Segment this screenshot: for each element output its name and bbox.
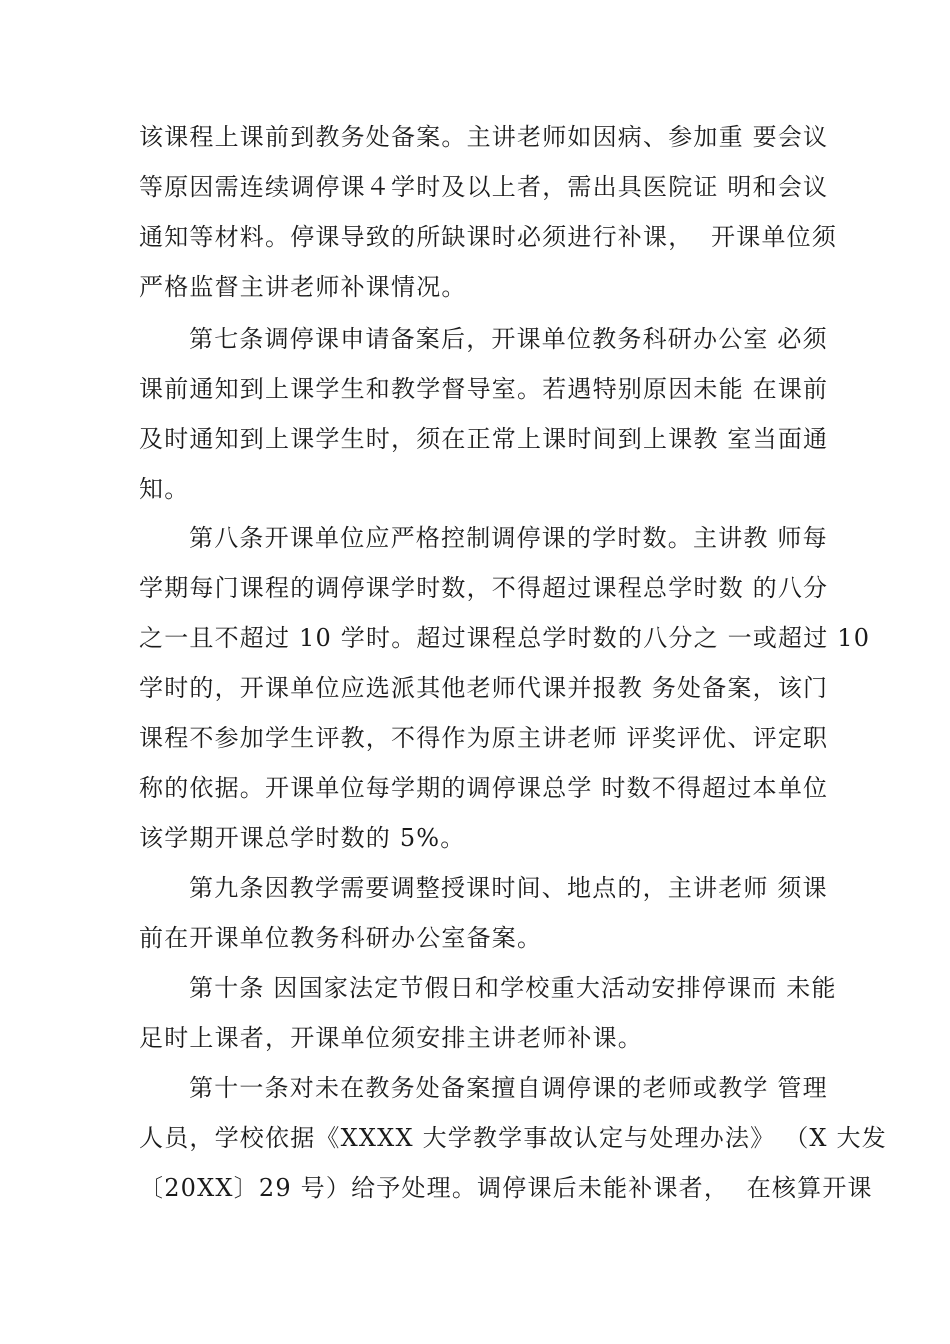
paragraph-line: 知。 <box>139 475 190 503</box>
paragraph-line: 之一且不超过 10 学时。超过课程总学时数的八分之 一或超过 10 <box>139 624 871 652</box>
paragraph-line: 人员，学校依据《XXXX 大学教学事故认定与处理办法》 （X 大发 <box>139 1124 887 1152</box>
article-10-first-line: 第十条 因国家法定节假日和学校重大活动安排停课而 未能 <box>189 974 837 1002</box>
paragraph-line: 课前通知到上课学生和教学督导室。若遇特别原因未能 在课前 <box>139 375 829 403</box>
paragraph-line: 前在开课单位教务科研办公室备案。 <box>139 924 543 952</box>
article-9-first-line: 第九条因教学需要调整授课时间、地点的，主讲老师 须课 <box>189 874 828 902</box>
article-11-first-line: 第十一条对未在教务处备案擅自调停课的老师或教学 管理 <box>189 1074 828 1102</box>
paragraph-line: 学期每门课程的调停课学时数，不得超过课程总学时数 的八分 <box>139 574 829 602</box>
paragraph-line: 课程不参加学生评教，不得作为原主讲老师 评奖评优、评定职 <box>139 724 829 752</box>
article-7-first-line: 第七条调停课申请备案后，开课单位教务科研办公室 必须 <box>189 325 828 353</box>
paragraph-line: 学时的，开课单位应选派其他老师代课并报教 务处备案，该门 <box>139 674 829 702</box>
paragraph-line: 严格监督主讲老师补课情况。 <box>139 273 467 301</box>
paragraph-line: 〔20XX〕29 号）给予处理。调停课后未能补课者， 在核算开课 <box>139 1174 873 1202</box>
paragraph-line: 称的依据。开课单位每学期的调停课总学 时数不得超过本单位 <box>139 774 829 802</box>
paragraph-line: 通知等材料。停课导致的所缺课时必须进行补课， 开课单位须 <box>139 223 838 251</box>
paragraph-line: 该课程上课前到教务处备案。主讲老师如因病、参加重 要会议 <box>139 123 829 151</box>
paragraph-line: 足时上课者，开课单位须安排主讲老师补课。 <box>139 1024 643 1052</box>
paragraph-line: 该学期开课总学时数的 5%。 <box>139 824 466 852</box>
article-8-first-line: 第八条开课单位应严格控制调停课的学时数。主讲教 师每 <box>189 524 828 552</box>
paragraph-line: 等原因需连续调停课４学时及以上者，需出具医院证 明和会议 <box>139 173 829 201</box>
paragraph-line: 及时通知到上课学生时，须在正常上课时间到上课教 室当面通 <box>139 425 829 453</box>
